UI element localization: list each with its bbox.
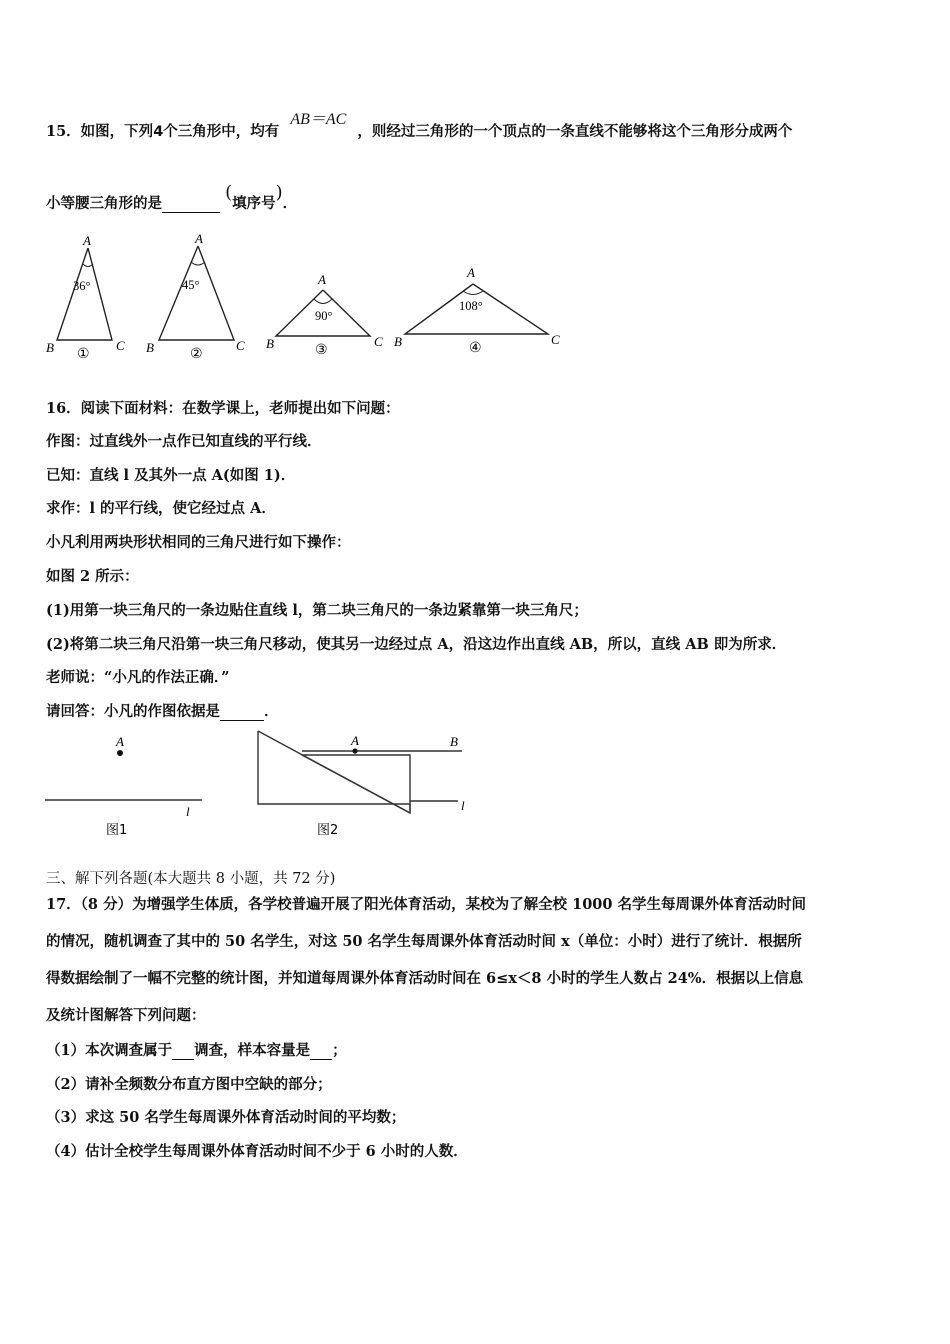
tri4-angle: 108° [459,299,483,313]
q16-line-8: (2)将第二块三角尺沿第一块三角尺移动，使其另一边经过点 A，沿这边作出直线 AB，所以，直线 AB 即为所求． [46,636,787,653]
q16-figures [40,728,480,846]
tri2-angle: 45° [182,278,200,292]
tri4-number: ④ [469,341,482,356]
q15-suffix: ，则经过三角形的一个顶点的一条直线不能够将这个三角形分成两个 [357,123,793,140]
q17-survey-type-blank[interactable] [172,1059,194,1060]
q17-sub3: （3）求这 50 名学生每周课外体育活动时间的平均数； [46,1109,406,1126]
tri1-label-top: A [83,233,91,248]
tri3-number: ③ [315,343,328,358]
tri1-angle: 36° [73,279,91,293]
q15-fill-hint: 填序号 [232,195,276,212]
fig2-caption: 图2 [317,823,339,838]
q15-line1 [46,111,793,141]
q15-prefix: 15．如图，下列 [46,123,154,140]
q15-count: 4 [153,124,164,140]
q16-line-4: 求作：l 的平行线，使它经过点 A． [46,500,276,517]
q17-sub1 [46,1039,347,1060]
fig2-line-label: l [461,798,465,813]
tri3-label-right: C [374,334,383,349]
section-heading: 三、解下列各题(本大题共 8 小题，共 72 分) [46,871,336,887]
triangle-1 [46,233,125,362]
q15-equation: AB＝AC [290,111,347,128]
point-a-dot [117,750,123,756]
tri2-label-left: B [146,340,154,355]
q15-line2-prefix: 小等腰三角形的是 [46,195,162,212]
tri4-label-right: C [551,332,560,347]
tri2-number: ② [190,347,203,362]
tri1-number: ① [77,347,90,362]
q17-sub1-c: ； [332,1042,347,1059]
q16-answer-end: ． [264,703,279,720]
tri1-label-right: C [116,338,125,353]
q16-line-2: 作图：过直线外一点作已知直线的平行线． [46,433,322,450]
tri4-label-left: B [394,334,402,349]
fig1-point-label: A [116,734,124,749]
q17-sample-size-blank[interactable] [310,1059,332,1060]
q15-mid: 个三角形中，均有 [163,123,280,140]
triangle-3 [266,272,383,358]
q16-line-6: 如图 2 所示： [46,568,139,585]
q16-answer-line [46,700,279,721]
q15-triangles-figure [40,228,580,364]
q17-sub4: （4）估计全校学生每周课外体育活动时间不少于 6 小时的人数． [46,1143,468,1160]
q16-line-5: 小凡利用两块形状相同的三角尺进行如下操作： [46,534,351,551]
tri2-label-right: C [236,338,245,353]
tri3-label-top: A [318,272,326,287]
figure-1 [45,734,202,838]
q15-answer-blank[interactable] [162,212,220,213]
fig2-point-b-label: B [450,734,458,749]
fig1-line-label: l [186,804,190,819]
q17-sub2: （2）请补全频数分布直方图中空缺的部分； [46,1076,332,1093]
q16-line-9: 老师说：“小凡的作法正确．” [46,669,230,686]
q17-line-3: 得数据绘制了一幅不完整的统计图，并知道每周课外体育活动时间在 6≤x＜8 小时的学生人数占 24%．根据以上信息 [46,970,804,987]
figure-2 [258,731,465,838]
triangle-4 [394,265,560,356]
q17-line-1: 17．（8 分）为增强学生体质，各学校普遍开展了阳光体育活动，某校为了解全校 1000 名学生每周课外体育活动时间 [46,896,807,913]
q16-line-3: 已知：直线 l 及其外一点 A(如图 1)． [46,467,296,484]
tri4-label-top: A [467,265,475,280]
q17-sub1-b: 调查，样本容量是 [194,1042,311,1059]
q17-line-4: 及统计图解答下列问题： [46,1007,206,1024]
q16-line-7: (1)用第一块三角尺的一条边贴住直线 l，第二块三角尺的一条边紧靠第一块三角尺； [46,602,588,619]
fig1-caption: 图1 [106,823,128,838]
tri1-label-left: B [46,340,54,355]
q16-line-1: 16．阅读下面材料：在数学课上，老师提出如下问题： [46,400,400,417]
tri3-label-left: B [266,336,274,351]
q17-sub1-a: （1）本次调查属于 [46,1042,173,1059]
q17-line-2: 的情况，随机调查了其中的 50 名学生，对这 50 名学生每周课外体育活动时间 x（单位：小时）进行了统计．根据所 [46,933,802,950]
q16-answer-prompt: 请回答：小凡的作图依据是 [46,703,220,720]
q15-line2: 小等腰三角形的是 (填序号)． [46,182,298,212]
fig2-point-a-label: A [351,733,359,748]
tri2-label-top: A [195,231,203,246]
q16-answer-blank[interactable] [220,720,264,721]
q15-line2-end: ． [282,195,298,212]
triangle-2 [146,231,245,362]
tri3-angle: 90° [315,309,333,323]
